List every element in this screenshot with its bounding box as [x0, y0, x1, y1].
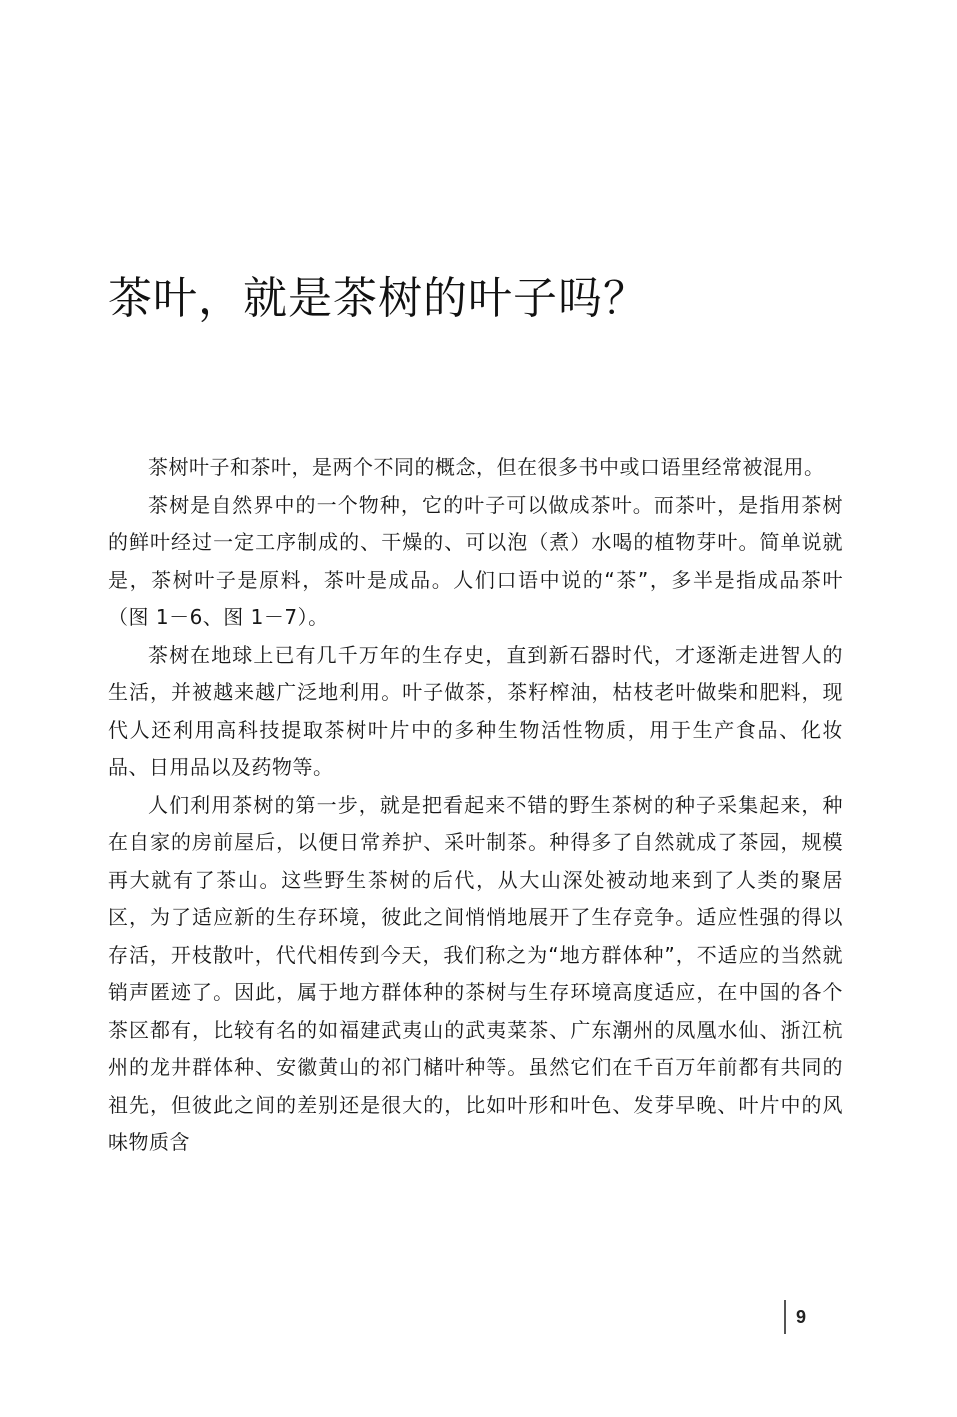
paragraph-3: 茶树在地球上已有几千万年的生存史，直到新石器时代，才逐渐走进智人的生活，并被越来越广泛地利用。叶子做茶，茶籽榨油，枯枝老叶做柴和肥料，现代人还利用高科技提取茶树叶片中的多种生物活性物质，用于生产食品、化妆品、日用品以及药物等。 — [108, 642, 843, 779]
page-footer — [784, 1298, 806, 1336]
paragraph-2: 茶树是自然界中的一个物种，它的叶子可以做成茶叶。而茶叶，是指用茶树的鲜叶经过一定工序制成的、干燥的、可以泡（煮）水喝的植物芽叶。简单说就是，茶树叶子是原料，茶叶是成品。人们口语中说的“茶”，多半是指成品茶叶（图 1－6、图 1－7）。 — [108, 492, 843, 629]
page-title: 茶叶，就是茶树的叶子吗？ — [108, 273, 648, 325]
paragraph-4: 人们利用茶树的第一步，就是把看起来不错的野生茶树的种子采集起来，种在自家的房前屋后，以便日常养护、采叶制茶。种得多了自然就成了茶园，规模再大就有了茶山。这些野生茶树的后代，从大山深处被动地来到了人类的聚居区，为了适应新的生存环境，彼此之间悄悄地展开了生存竞争。适应性强的得以存活，开枝散叶，代代相传到今天，我们称之为“地方群体种”，不适应的当然就销声匿迹了。因此，属于地方群体种的茶树与生存环境高度适应，在中国的各个茶区都有，比较有名的如福建武夷山的武夷菜茶、广东潮州的凤凰水仙、浙江杭州的龙井群体种、安徽黄山的祁门槠叶种等。虽然它们在千百万年前都有共同的祖先，但彼此之间的差别还是很大的，比如叶形和叶色、发芽早晚、叶片中的风味物质含 — [108, 792, 843, 1154]
page-number-divider — [784, 1300, 786, 1334]
paragraph-1: 茶树叶子和茶叶，是两个不同的概念，但在很多书中或口语里经常被混用。 — [148, 455, 825, 479]
page-number: 9 — [796, 1307, 807, 1327]
article-body — [108, 449, 843, 1162]
